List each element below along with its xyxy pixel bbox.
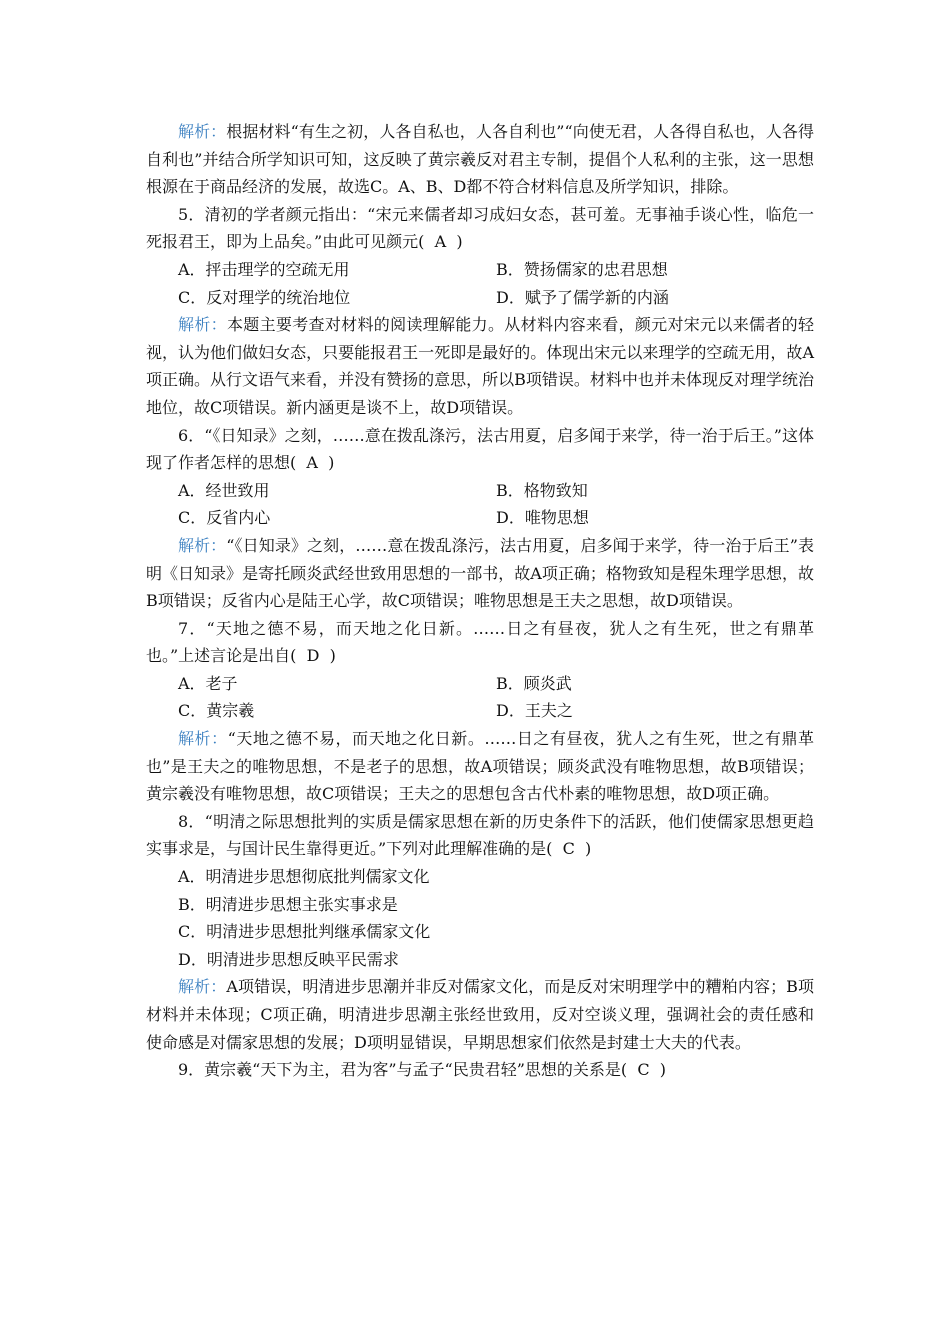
question-6-options-row-2 (146, 504, 814, 532)
question-5-explanation (146, 311, 814, 421)
question-text: 6．“《日知录》之刻，……意在拨乱涤污，法古用夏，启多闻于来学，待一治于后王。”这体现了作者怎样的思想( (146, 425, 814, 473)
option-a: A．明清进步思想彻底批判儒家文化 (178, 867, 430, 887)
question-text: 8．“明清之际思想批判的实质是儒家思想在新的历史条件下的活跃，他们使儒家思想更趋实事求是，与国计民生靠得更近。”下列对此理解准确的是( (146, 811, 814, 859)
option-c: C．明清进步思想批判继承儒家文化 (178, 922, 431, 942)
question-7-stem (146, 615, 814, 670)
option-c: C．反省内心 (178, 508, 271, 528)
question-5-options-row-1 (146, 256, 814, 284)
question-8-stem (146, 808, 814, 863)
question-5-options-row-2 (146, 284, 814, 312)
intro-explanation (146, 118, 814, 201)
answer-letter: D (306, 646, 320, 666)
option-d: D．明清进步思想反映平民需求 (178, 949, 399, 969)
explain-label: 解析： (178, 122, 227, 141)
answer-letter: C (562, 839, 575, 859)
option-a: A．老子 (178, 673, 238, 693)
answer-letter: C (637, 1060, 650, 1080)
explanation-text: “《日知录》之刻，……意在拨乱涤污，法古用夏，启多闻于来学，待一治于后王”表明《日知录》是寄托顾炎武经世致用思想的一部书，故A项正确；格物致知是程朱理学思想，故B项错误；反省内心是陆王心学，故C项错误；唯物思想是王夫之思想，故D项错误。 (146, 535, 814, 611)
question-6-stem (146, 422, 814, 477)
option-d: D．唯物思想 (496, 508, 589, 528)
answer-close: ) (659, 1060, 666, 1080)
answer-letter: A (306, 453, 318, 473)
explain-label: 解析： (178, 315, 227, 335)
explain-label: 解析： (178, 977, 227, 997)
answer-letter: A (434, 232, 447, 252)
option-d: D．王夫之 (496, 701, 573, 721)
option-d: D．赋予了儒学新的内涵 (496, 287, 669, 307)
question-text: 9．黄宗羲“天下为主，君为客”与孟子“民贵君轻”思想的关系是( (178, 1060, 628, 1080)
question-8-explanation (146, 973, 814, 1056)
question-7-options-row-2 (146, 697, 814, 725)
question-9-stem (146, 1056, 814, 1084)
answer-close: ) (585, 839, 592, 859)
document-page (146, 118, 814, 1084)
explain-label: 解析： (178, 729, 228, 749)
option-c: C．反对理学的统治地位 (178, 287, 351, 307)
answer-close: ) (328, 453, 335, 473)
option-b: B．格物致知 (496, 480, 588, 500)
option-c: C．黄宗羲 (178, 701, 255, 721)
question-7-options-row-1 (146, 670, 814, 698)
explanation-text: 根据材料“有生之初，人各自私也，人各自利也”“向使无君，人各得自私也，人各得自利也”并结合所学知识可知，这反映了黄宗羲反对君主专制，提倡个人私利的主张，这一思想根源在于商品经济的发展，故选C。A、B、D都不符合材料信息及所学知识，排除。 (146, 122, 814, 197)
answer-close: ) (456, 232, 463, 252)
explain-label: 解析： (178, 535, 227, 555)
question-text: 7．“天地之德不易，而天地之化日新。……日之有昼夜，犹人之有生死，世之有鼎革也。”上述言论是出自( (146, 618, 814, 666)
explanation-text: “天地之德不易，而天地之化日新。……日之有昼夜，犹人之有生死，世之有鼎革也”是王夫之的唯物思想，不是老子的思想，故A项错误；顾炎武没有唯物思想，故B项错误；黄宗羲没有唯物思想，故C项错误；王夫之的思想包含古代朴素的唯物思想，故D项正确。 (146, 729, 814, 804)
option-b: B．赞扬儒家的忠君思想 (496, 259, 668, 279)
question-6-options-row-1 (146, 477, 814, 505)
question-7-explanation (146, 725, 814, 808)
option-a: A．经世致用 (178, 480, 270, 500)
question-6-explanation (146, 532, 814, 615)
explanation-text: A项错误，明清进步思潮并非反对儒家文化，而是反对宋明理学中的糟粕内容；B项材料并未体现；C项正确，明清进步思潮主张经世致用，反对空谈义理，强调社会的责任感和使命感是对儒家思想的发展；D项明显错误，早期思想家们依然是封建士大夫的代表。 (146, 977, 814, 1052)
option-b: B．明清进步思想主张实事求是 (178, 894, 398, 914)
question-text: 5．清初的学者颜元指出：“宋元来儒者却习成妇女态，甚可羞。无事袖手谈心性，临危一死报君王，即为上品矣。”由此可见颜元( (146, 204, 814, 252)
option-a: A．抨击理学的空疏无用 (178, 259, 350, 279)
question-5-stem (146, 201, 814, 256)
answer-close: ) (329, 646, 336, 666)
explanation-text: 本题主要考查对材料的阅读理解能力。从材料内容来看，颜元对宋元以来儒者的轻视，认为他们做妇女态，只要能报君王一死即是最好的。体现出宋元以来理学的空疏无用，故A项正确。从行文语气来看，并没有赞扬的意思，所以B项错误。材料中也并未体现反对理学统治地位，故C项错误。新内涵更是谈不上，故D项错误。 (146, 315, 814, 417)
option-b: B．顾炎武 (496, 673, 572, 693)
